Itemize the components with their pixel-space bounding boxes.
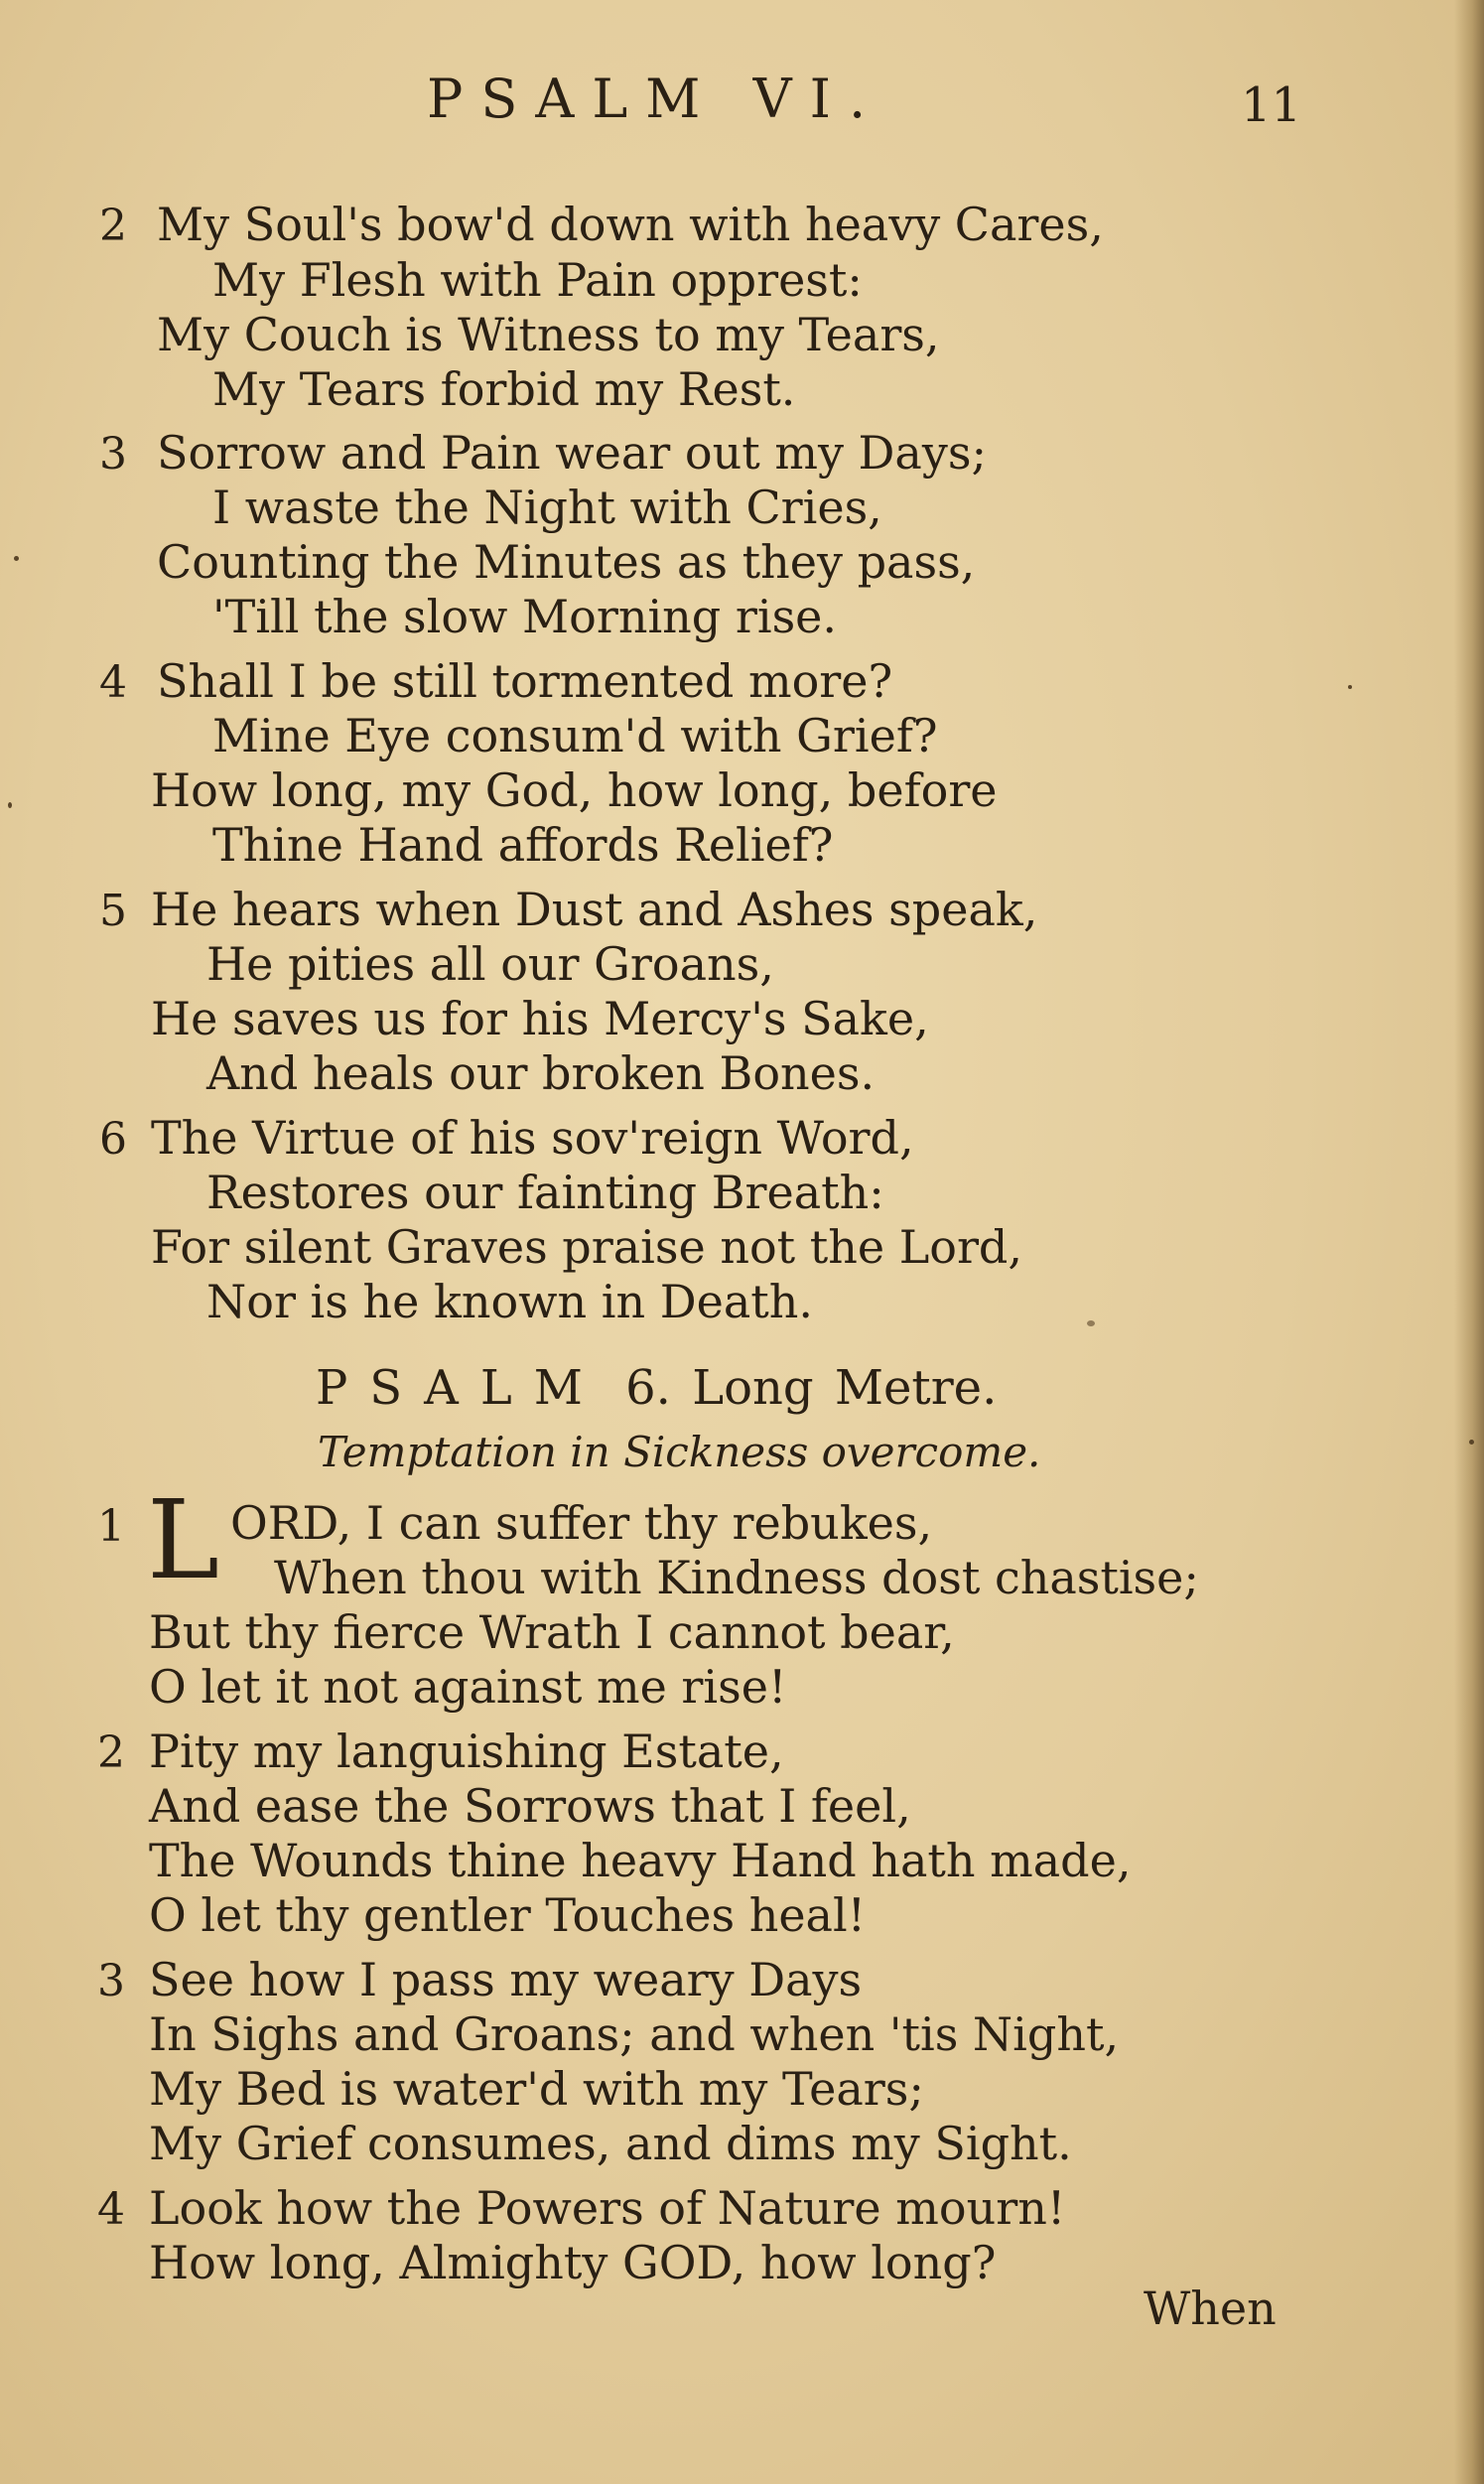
verse-line: For silent Graves praise not the Lord, [151,1220,1022,1274]
catchword: When [1144,2281,1277,2335]
stanza-number: 1 [97,1501,125,1552]
verse-line: Thine Hand affords Relief? [212,818,834,872]
psalm-heading-rest: 6. Long Metre. [625,1360,998,1416]
psalm-heading-word: PSALM [316,1360,605,1416]
verse-line: My Tears forbid my Rest. [212,362,796,416]
verse-line: How long, my God, how long, before [151,763,998,817]
verse-line: In Sighs and Groans; and when 'tis Night, [149,2007,1120,2061]
verse-line: O let it not against me rise! [149,1660,787,1714]
verse-line: O let thy gentler Touches heal! [149,1888,867,1942]
verse-line: Look how the Powers of Nature mourn! [149,2181,1066,2235]
verse-line: Pity my languishing Estate, [149,1725,784,1778]
stanza-number: 2 [97,1727,125,1778]
paper-speck [1087,1320,1095,1326]
page-edge-shadow [1454,0,1484,2484]
stanza-number: 3 [99,429,127,480]
page-number: 11 [1241,77,1302,133]
verse-line: Counting the Minutes as they pass, [157,535,976,589]
paper-speck [8,802,12,808]
stanza-number: 3 [97,1956,125,2006]
stanza-number: 4 [99,657,127,708]
verse-line: He hears when Dust and Ashes speak, [151,883,1038,936]
verse-line: 'Till the slow Morning rise. [212,590,838,643]
verse-line: My Bed is water'd with my Tears; [149,2062,924,2116]
verse-line: He saves us for his Mercy's Sake, [151,992,929,1045]
verse-line: The Wounds thine heavy Hand hath made, [149,1834,1132,1887]
verse-line: Sorrow and Pain wear out my Days; [157,426,987,480]
verse-line: How long, Almighty GOD, how long? [149,2236,997,2289]
verse-line: And ease the Sorrows that I feel, [149,1779,911,1833]
verse-line: My Flesh with Pain opprest: [212,253,863,307]
verse-line: My Soul's bow'd down with heavy Cares, [157,198,1104,251]
paper-speck [1469,1440,1474,1445]
stanza-number: 4 [97,2184,125,2235]
psalm-heading [316,1360,997,1416]
verse-line: Shall I be still tormented more? [157,654,893,708]
verse-line: My Couch is Witness to my Tears, [157,308,940,361]
stanza-number: 6 [99,1114,127,1165]
verse-line: But thy fierce Wrath I cannot bear, [149,1605,955,1659]
paper-speck [14,556,19,561]
verse-line: I waste the Night with Cries, [212,481,882,534]
running-header: PSALM VI. [427,68,884,130]
verse-line: And heals our broken Bones. [206,1046,876,1100]
verse-line: The Virtue of his sov'reign Word, [151,1111,914,1165]
verse-line: He pities all our Groans, [206,937,774,991]
drop-cap: L [147,1476,220,1603]
verse-line: See how I pass my weary Days [149,1953,863,2006]
paper-speck [1348,685,1352,689]
verse-line: When thou with Kindness dost chastise; [274,1551,1199,1604]
verse-line: Mine Eye consum'd with Grief? [212,709,938,762]
stanza-number: 5 [99,886,127,936]
verse-line: Restores our fainting Breath: [206,1166,884,1219]
stanza-number: 2 [99,201,127,251]
verse-line: Nor is he known in Death. [206,1275,814,1328]
psalm-subtitle: Temptation in Sickness overcome. [318,1428,1041,1476]
verse-line: ORD, I can suffer thy rebukes, [230,1496,933,1550]
verse-line: My Grief consumes, and dims my Sight. [149,2117,1072,2170]
